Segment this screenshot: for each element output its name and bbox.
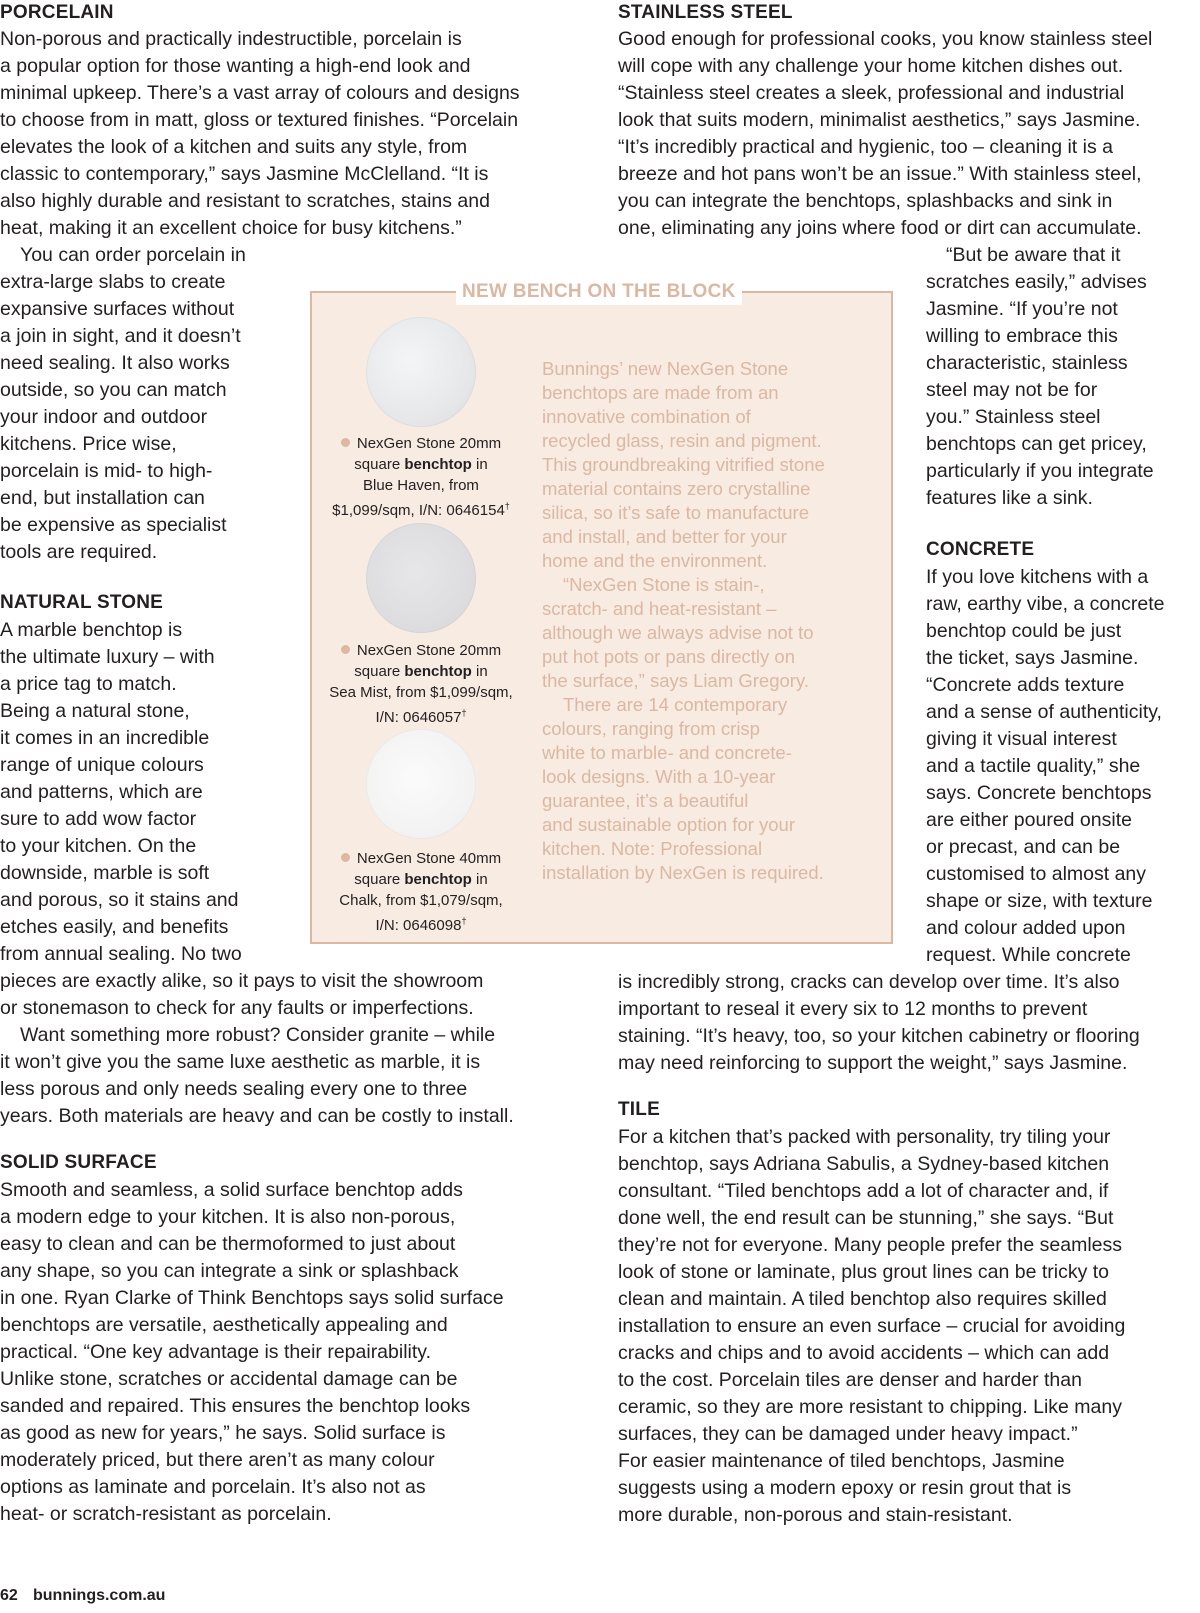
porcelain-line: heat, making it an excellent choice for busy kitchens.”	[0, 217, 462, 239]
stainless-steel-line: “Stainless steel creates a sleek, professional and industrial	[618, 82, 1125, 104]
concrete-line: and colour added upon	[926, 917, 1126, 939]
concrete-line: are either poured onsite	[926, 809, 1132, 831]
sidebar-body-line: and sustainable option for your	[542, 814, 796, 835]
stainless-steel-line: you can integrate the benchtops, splashbacks and sink in	[618, 190, 1113, 212]
concrete-line: customised to almost any	[926, 863, 1147, 885]
solid-surface-line: Unlike stone, scratches or accidental damage can be	[0, 1368, 458, 1390]
concrete-line: and a tactile quality,” she	[926, 755, 1141, 777]
porcelain-line: be expensive as specialist	[0, 514, 227, 536]
product-caption	[318, 640, 524, 728]
natural-stone-line: or stonemason to check for any faults or imperfections.	[0, 997, 474, 1019]
concrete-line: or precast, and can be	[926, 836, 1121, 858]
natural-stone-line: the ultimate luxury – with	[0, 646, 215, 668]
sidebar-body-line: This groundbreaking vitrified stone	[542, 454, 825, 475]
sidebar-body-line: There are 14 contemporary	[563, 694, 788, 715]
sidebar-body-line: put hot pots or pans directly on	[542, 646, 795, 667]
stainless-steel-line: will cope with any challenge your home kitchen dishes out.	[618, 55, 1124, 77]
stainless-steel-line: look that suits modern, minimalist aesthetics,” says Jasmine.	[618, 109, 1141, 131]
sidebar-body-line: recycled glass, resin and pigment.	[542, 430, 822, 451]
tile-line: installation to ensure an even surface – crucial for avoiding	[618, 1315, 1126, 1337]
bullet-dot	[341, 645, 350, 654]
stainless-steel-line: “It’s incredibly practical and hygienic, too – cleaning it is a	[618, 136, 1113, 158]
sidebar-body-line: look designs. With a 10-year	[542, 766, 776, 787]
tile-line: look of stone or laminate, plus grout lines can be tricky to	[618, 1261, 1110, 1283]
bullet-dot	[341, 853, 350, 862]
concrete-line: “Concrete adds texture	[926, 674, 1125, 696]
concrete-line: may need reinforcing to support the weight,” says Jasmine.	[618, 1052, 1128, 1074]
caption-text: square	[354, 871, 405, 888]
sidebar-body-line: and install, and better for your	[542, 526, 787, 547]
caption-line: NexGen Stone 40mm	[356, 850, 502, 867]
caption-line: Sea Mist, from $1,099/sqm,	[329, 684, 513, 701]
sidebar-body-line: white to marble- and concrete-	[542, 742, 792, 763]
sidebar-body-line: guarantee, it’s a beautiful	[542, 790, 749, 811]
natural-stone-line: pieces are exactly alike, so it pays to visit the showroom	[0, 970, 484, 992]
natural-stone-line: it won’t give you the same luxe aesthetic as marble, it is	[0, 1051, 481, 1073]
porcelain-line: extra-large slabs to create	[0, 271, 226, 293]
solid-surface-line: in one. Ryan Clarke of Think Benchtops says solid surface	[0, 1287, 504, 1309]
stainless-steel-line: particularly if you integrate	[926, 460, 1154, 482]
dagger-mark: †	[461, 916, 467, 926]
stainless-steel-line: benchtops can get pricey,	[926, 433, 1147, 455]
concrete-line: benchtop could be just	[926, 620, 1122, 642]
natural-stone-line: and porous, so it stains and	[0, 889, 239, 911]
swatch-chalk	[366, 729, 476, 839]
solid-surface-line: benchtops are versatile, aesthetically appealing and	[0, 1314, 448, 1336]
sidebar-body-line: innovative combination of	[542, 406, 751, 427]
porcelain-line: porcelain is mid- to high-	[0, 460, 213, 482]
tile-line: cracks and chips and to avoid accidents – which can add	[618, 1342, 1110, 1364]
sidebar-title: NEW BENCH ON THE BLOCK	[456, 279, 742, 305]
natural-stone-line: Being a natural stone,	[0, 700, 190, 722]
sidebar-body-line: “NexGen Stone is stain-,	[563, 574, 765, 595]
stainless-steel-line: steel may not be for	[926, 379, 1098, 401]
porcelain-line: also highly durable and resistant to scratches, stains and	[0, 190, 490, 212]
dagger-mark: †	[461, 708, 467, 718]
concrete-line: request. While concrete	[926, 944, 1131, 966]
heading-stainless-steel: STAINLESS STEEL	[618, 2, 793, 23]
porcelain-line: end, but installation can	[0, 487, 205, 509]
concrete-line: staining. “It’s heavy, too, so your kitchen cabinetry or flooring	[618, 1025, 1140, 1047]
concrete-line: is incredibly strong, cracks can develop over time. It’s also	[618, 971, 1120, 993]
natural-stone-line: downside, marble is soft	[0, 862, 210, 884]
caption-text: in	[471, 456, 488, 473]
sidebar-body-line: installation by NexGen is required.	[542, 862, 824, 883]
porcelain-line: minimal upkeep. There’s a vast array of colours and designs	[0, 82, 520, 104]
tile-line: suggests using a modern epoxy or resin grout that is	[618, 1477, 1072, 1499]
porcelain-line: You can order porcelain in	[20, 244, 246, 266]
porcelain-line: to choose from in matt, gloss or textured finishes. “Porcelain	[0, 109, 519, 131]
porcelain-line: a popular option for those wanting a high-end look and	[0, 55, 471, 77]
stainless-steel-line: you.” Stainless steel	[926, 406, 1101, 428]
tile-line: to the cost. Porcelain tiles are denser and harder than	[618, 1369, 1082, 1391]
tile-line: clean and maintain. A tiled benchtop also requires skilled	[618, 1288, 1107, 1310]
dagger-mark: †	[504, 501, 510, 511]
natural-stone-line: Want something more robust? Consider granite – while	[20, 1024, 496, 1046]
stainless-steel-line: features like a sink.	[926, 487, 1093, 509]
porcelain-line: tools are required.	[0, 541, 158, 563]
stainless-steel-line: Good enough for professional cooks, you know stainless steel	[618, 28, 1153, 50]
caption-line: Blue Haven, from	[363, 477, 479, 494]
natural-stone-line: years. Both materials are heavy and can be costly to install.	[0, 1105, 514, 1127]
caption-text: square	[354, 456, 405, 473]
solid-surface-line: a modern edge to your kitchen. It is also non-porous,	[0, 1206, 456, 1228]
stainless-steel-line: one, eliminating any joins where food or dirt can accumulate.	[618, 217, 1142, 239]
sidebar-body-line: scratch- and heat-resistant –	[542, 598, 777, 619]
solid-surface-line: Smooth and seamless, a solid surface benchtop adds	[0, 1179, 463, 1201]
tile-line: they’re not for everyone. Many people prefer the seamless	[618, 1234, 1123, 1256]
solid-surface-line: moderately priced, but there aren’t as many colour	[0, 1449, 435, 1471]
solid-surface-line: any shape, so you can integrate a sink or splashback	[0, 1260, 459, 1282]
caption-line: NexGen Stone 20mm	[356, 642, 502, 659]
natural-stone-line: etches easily, and benefits	[0, 916, 229, 938]
stainless-steel-line: willing to embrace this	[926, 325, 1118, 347]
caption-bold: benchtop	[404, 663, 472, 680]
page-number: 62	[0, 1587, 18, 1604]
solid-surface-line: options as laminate and porcelain. It’s also not as	[0, 1476, 426, 1498]
tile-line: done well, the end result can be stunning,” she says. “But	[618, 1207, 1114, 1229]
caption-bold: benchtop	[404, 456, 472, 473]
sidebar-body-line: benchtops are made from an	[542, 382, 779, 403]
sidebar-body-line: the surface,” says Liam Gregory.	[542, 670, 809, 691]
natural-stone-line: it comes in an incredible	[0, 727, 210, 749]
sidebar-body-line: home and the environment.	[542, 550, 768, 571]
product-caption	[321, 433, 521, 521]
concrete-line: important to reseal it every six to 12 months to prevent	[618, 998, 1088, 1020]
concrete-line: If you love kitchens with a	[926, 566, 1149, 588]
swatch-blue-haven	[366, 317, 476, 427]
porcelain-line: kitchens. Price wise,	[0, 433, 177, 455]
stainless-steel-line: “But be aware that it	[946, 244, 1121, 266]
tile-line: surfaces, they can be damaged under heavy impact.”	[618, 1423, 1078, 1445]
porcelain-line: a join in sight, and it doesn’t	[0, 325, 241, 347]
porcelain-line: Non-porous and practically indestructible, porcelain is	[0, 28, 462, 50]
concrete-line: the ticket, says Jasmine.	[926, 647, 1139, 669]
natural-stone-line: a price tag to match.	[0, 673, 177, 695]
concrete-line: says. Concrete benchtops	[926, 782, 1152, 804]
natural-stone-line: less porous and only needs sealing every one to three	[0, 1078, 468, 1100]
tile-line: consultant. “Tiled benchtops add a lot of character and, if	[618, 1180, 1109, 1202]
tile-line: For easier maintenance of tiled benchtops, Jasmine	[618, 1450, 1065, 1472]
natural-stone-line: from annual sealing. No two	[0, 943, 242, 965]
solid-surface-line: practical. “One key advantage is their repairability.	[0, 1341, 432, 1363]
solid-surface-line: heat- or scratch-resistant as porcelain.	[0, 1503, 332, 1525]
concrete-line: raw, earthy vibe, a concrete	[926, 593, 1165, 615]
caption-line: NexGen Stone 20mm	[356, 435, 502, 452]
sidebar-body-line: kitchen. Note: Professional	[542, 838, 763, 859]
solid-surface-line: easy to clean and can be thermoformed to just about	[0, 1233, 456, 1255]
tile-line: benchtop, says Adriana Sabulis, a Sydney-based kitchen	[618, 1153, 1110, 1175]
stainless-steel-line: scratches easily,” advises	[926, 271, 1147, 293]
caption-text: square	[354, 663, 405, 680]
caption-bold: benchtop	[404, 871, 472, 888]
heading-solid-surface: SOLID SURFACE	[0, 1152, 157, 1173]
sidebar-body-line: silica, so it’s safe to manufacture	[542, 502, 810, 523]
concrete-line: giving it visual interest	[926, 728, 1117, 750]
sidebar-body-line: although we always advise not to	[542, 622, 814, 643]
natural-stone-line: and patterns, which are	[0, 781, 203, 803]
sidebar-body-line: colours, ranging from crisp	[542, 718, 760, 739]
stainless-steel-line: characteristic, stainless	[926, 352, 1128, 374]
sidebar-body-line: material contains zero crystalline	[542, 478, 811, 499]
solid-surface-line: as good as new for years,” he says. Solid surface is	[0, 1422, 446, 1444]
caption-line: $1,099/sqm, I/N: 0646154	[332, 502, 505, 519]
footer-url: bunnings.com.au	[33, 1587, 166, 1604]
caption-line: I/N: 0646057	[375, 709, 462, 726]
natural-stone-line: to your kitchen. On the	[0, 835, 197, 857]
heading-concrete: CONCRETE	[926, 539, 1035, 560]
tile-line: more durable, non-porous and stain-resistant.	[618, 1504, 1013, 1526]
product-caption	[321, 848, 521, 936]
heading-tile: TILE	[618, 1099, 660, 1120]
caption-text: in	[471, 871, 488, 888]
caption-line: Chalk, from $1,079/sqm,	[339, 892, 503, 909]
stainless-steel-line: breeze and hot pans won’t be an issue.” With stainless steel,	[618, 163, 1142, 185]
concrete-line: shape or size, with texture	[926, 890, 1153, 912]
porcelain-line: classic to contemporary,” says Jasmine McClelland. “It is	[0, 163, 489, 185]
concrete-line: and a sense of authenticity,	[926, 701, 1162, 723]
natural-stone-line: range of unique colours	[0, 754, 204, 776]
sidebar-body-line: Bunnings’ new NexGen Stone	[542, 358, 789, 379]
caption-text: in	[471, 663, 488, 680]
porcelain-line: your indoor and outdoor	[0, 406, 208, 428]
tile-line: ceramic, so they are more resistant to chipping. Like many	[618, 1396, 1122, 1418]
heading-natural-stone: NATURAL STONE	[0, 592, 164, 613]
caption-line: I/N: 0646098	[375, 917, 462, 934]
porcelain-line: outside, so you can match	[0, 379, 227, 401]
natural-stone-line: sure to add wow factor	[0, 808, 197, 830]
heading-porcelain: PORCELAIN	[0, 2, 114, 23]
bullet-dot	[341, 438, 350, 447]
solid-surface-line: sanded and repaired. This ensures the benchtop looks	[0, 1395, 471, 1417]
porcelain-line: need sealing. It also works	[0, 352, 230, 374]
swatch-sea-mist	[366, 523, 476, 633]
stainless-steel-line: Jasmine. “If you’re not	[926, 298, 1118, 320]
porcelain-line: expansive surfaces without	[0, 298, 235, 320]
porcelain-line: elevates the look of a kitchen and suits any style, from	[0, 136, 468, 158]
tile-line: For a kitchen that’s packed with personality, try tiling your	[618, 1126, 1111, 1148]
natural-stone-line: A marble benchtop is	[0, 619, 183, 641]
